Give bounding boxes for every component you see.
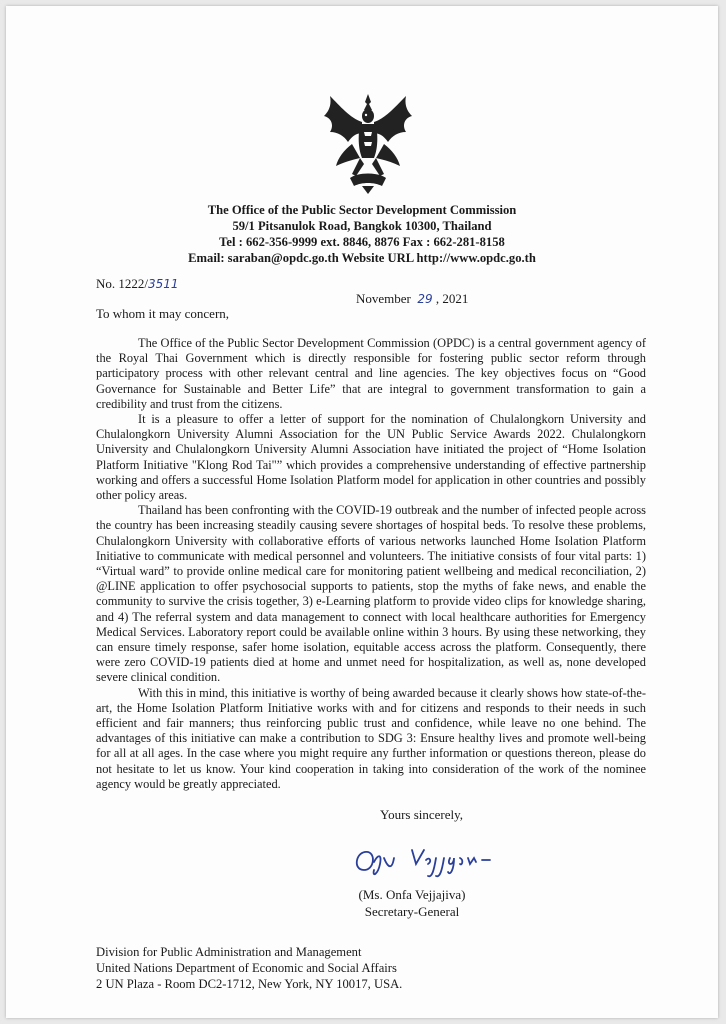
signer-block — [342, 886, 482, 920]
org-address: 59/1 Pitsanulok Road, Bangkok 10300, Thailand — [232, 219, 492, 233]
org-phone: Tel : 662-356-9999 ext. 8846, 8876 Fax : 662-281-8158 — [219, 235, 505, 249]
salutation: To whom it may concern, — [96, 306, 230, 321]
signer-name: (Ms. Onfa Vejjajiva) — [358, 887, 466, 902]
recipient-address — [96, 944, 402, 992]
signer-title: Secretary-General — [364, 904, 460, 919]
reference-handwritten: 3511 — [148, 277, 179, 291]
reference-number — [96, 276, 179, 292]
closing: Yours sincerely, — [380, 807, 464, 822]
letter-body — [96, 336, 646, 792]
letter-date — [356, 291, 468, 307]
paragraph-2: It is a pleasure to offer a letter of support for the nomination of Chulalongkorn University and Chulalongkorn University Alumni Association for the UN Public Service Awards 2022. Chulalongkorn University and Chulalongkorn University Alumni Association have initiated the project of “Home Isolation Platform Initiative "Klong Rod Tai"” which provides a comprehensive understanding of effective partnership working and offers a successful Home Isolation Platform model for application in other countries and possibly other policy areas. — [96, 412, 646, 503]
paragraph-4: With this in mind, this initiative is worthy of being awarded because it clearly shows how state-of-the-art, the Home Isolation Platform Initiative works with and for citizens and responds to their needs in such efficient and fair manners; thus reinforcing public trust and confidence, while leave no one behind. The advantages of this initiative can make a contribution to SDG 3: Ensure healthy lives and promote well-being for all at all ages. In the case where you might require any further information or questions thereon, please do not hesitate to let us know. Your kind cooperation in taking into consideration of the work of the nominee agency would be greatly appreciated. — [96, 685, 646, 791]
date-day-handwritten: 29 — [417, 292, 433, 306]
date-year: , 2021 — [435, 291, 469, 306]
garuda-emblem-icon — [322, 92, 414, 196]
date-month: November — [356, 291, 411, 306]
org-name: The Office of the Public Sector Development Commission — [207, 203, 517, 217]
recipient-line: Division for Public Administration and Management — [96, 945, 362, 959]
org-email: Email: saraban@opdc.go.th Website URL http://www.opdc.go.th — [188, 251, 536, 265]
paragraph-1: The Office of the Public Sector Development Commission (OPDC) is a central government agency of the Royal Thai Government which is directly responsible for fostering public sector reform through participatory process with other relevant central and line agencies. The key objectives focus on “Good Governance for Sustainable and Better Life” that are integral to government transformation to gain a credibility and trust from the citizens. — [96, 336, 646, 411]
handwritten-signature — [350, 840, 500, 880]
recipient-line: 2 UN Plaza - Room DC2-1712, New York, NY 10017, USA. — [96, 977, 403, 991]
paragraph-3: Thailand has been confronting with the COVID-19 outbreak and the number of infected people across the country has been increasing steadily causing severe shortages of hospital beds. To resolve these problems, Chulalongkorn University with collaborative efforts of various networks launched Home Isolation Platform Initiative to communicate with medical personnel and volunteers. The initiative consists of four vital parts: 1) “Virtual ward” to provide online medical care for monitoring patient wellbeing and medical reconciliation, 2) @LINE application to offer psychosocial supports to patients, stop the myths of fake news, and enable the community to survive the crisis together, 3) e-Learning platform to provide video clips for knowledge sharing, and 4) The referral system and data management to connect with local healthcare authorities for Emergency Medical Services. Laboratory report could be available online within 3 hours. By using these networking, they can ensure timely response, safer home isolation, equitable access across the platform. Consequently, there were zero COVID-19 patients died at home and unmet need for hospitalization, as well as, none developed severe clinical condition. — [96, 503, 646, 685]
reference-prefix: No. 1222/ — [96, 276, 148, 291]
letterhead — [6, 202, 718, 266]
recipient-line: United Nations Department of Economic and Social Affairs — [96, 961, 397, 975]
letter-page — [6, 6, 718, 1018]
